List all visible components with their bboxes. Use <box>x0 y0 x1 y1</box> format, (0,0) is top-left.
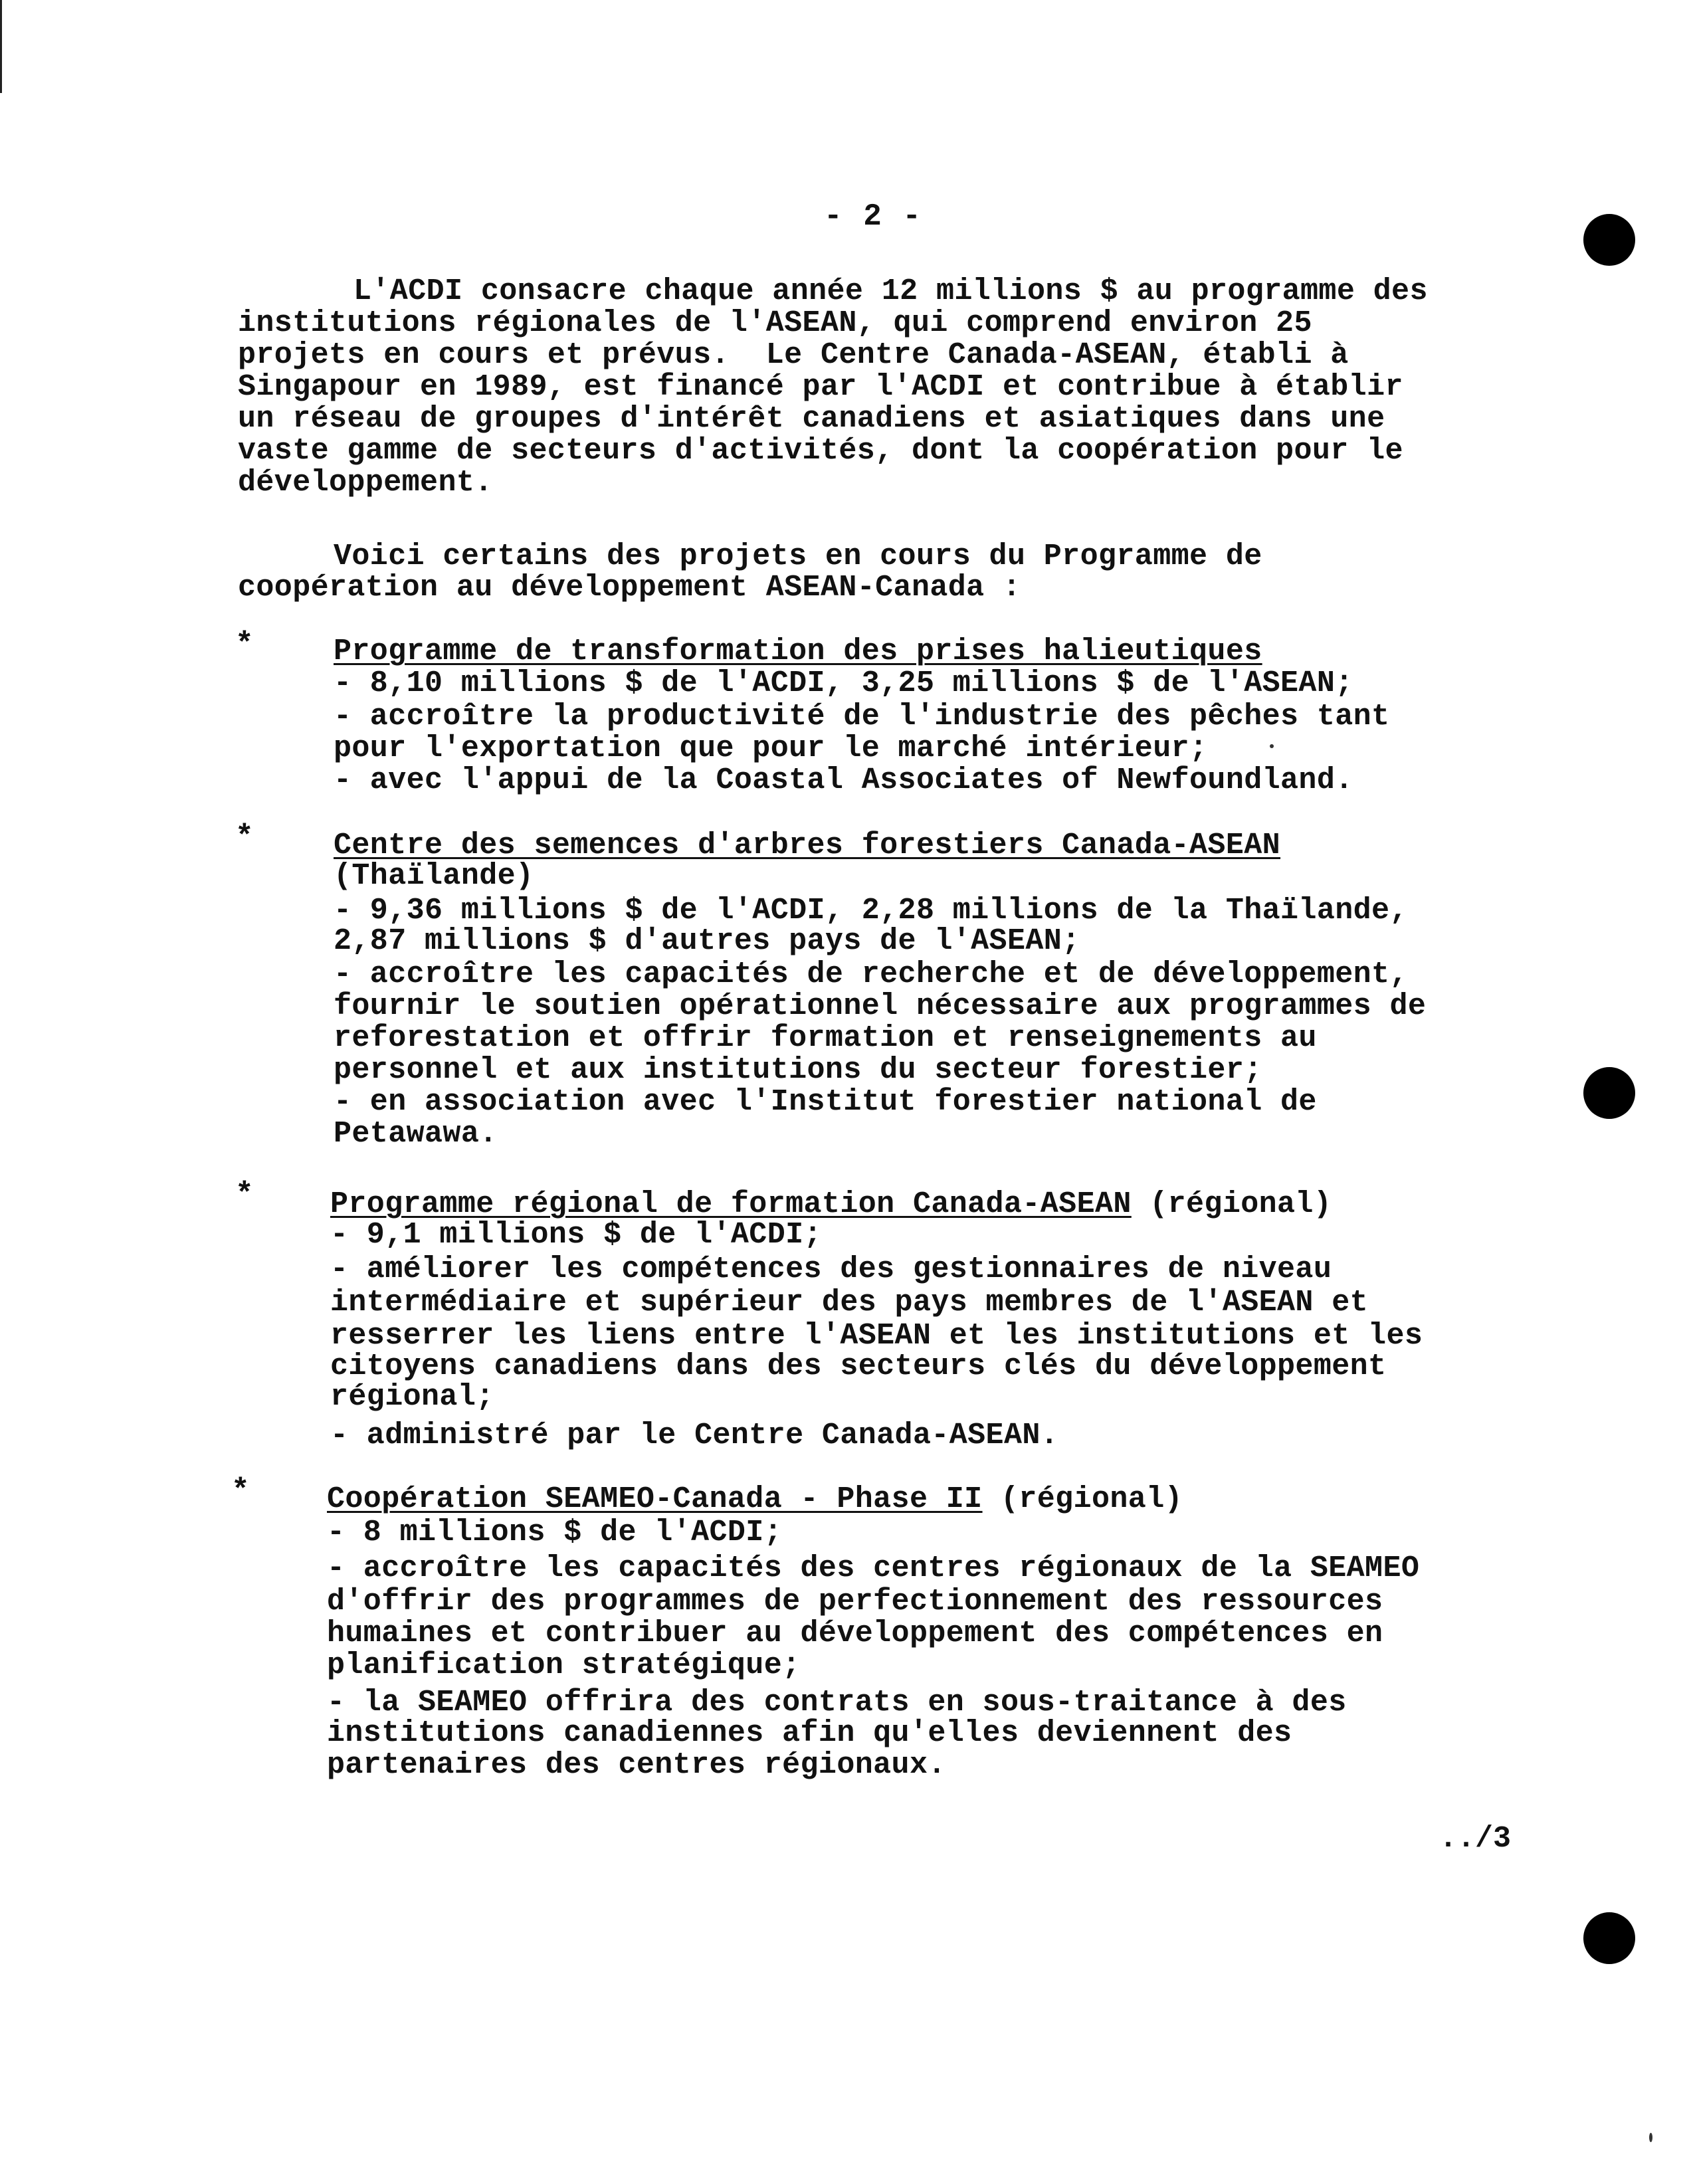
project-title: Centre des semences d'arbres forestiers Canada-ASEAN <box>334 829 1281 862</box>
bullet-asterisk: * <box>235 820 254 854</box>
project-detail-line: - avec l'appui de la Coastal Associates of Newfoundland. <box>334 763 1353 797</box>
intro-line: un réseau de groupes d'intérêt canadiens et asiatiques dans une <box>238 402 1385 436</box>
intro-line: institutions régionales de l'ASEAN, qui comprend environ 25 <box>238 306 1312 340</box>
bullet-asterisk: * <box>235 1177 254 1212</box>
intro-line: L'ACDI consacre chaque année 12 millions $ au programme des <box>353 274 1428 308</box>
project-detail-line: - 8,10 millions $ de l'ACDI, 3,25 millions $ de l'ASEAN; <box>334 666 1353 700</box>
project-detail-line: planification stratégique; <box>327 1648 801 1682</box>
project-title-line <box>330 1189 1332 1219</box>
page-number: - 2 - <box>824 199 923 234</box>
scan-speck <box>1649 2133 1652 2142</box>
punch-hole-bottom <box>1583 1912 1635 1964</box>
scan-speck <box>1270 744 1274 748</box>
project-detail-line: fournir le soutien opérationnel nécessaire aux programmes de <box>334 989 1427 1023</box>
lead-line: Voici certains des projets en cours du Programme de <box>334 540 1262 573</box>
project-detail-line: - 9,36 millions $ de l'ACDI, 2,28 millions de la Thaïlande, <box>334 894 1408 928</box>
intro-line: développement. <box>238 466 493 500</box>
project-title-line <box>334 637 1262 666</box>
project-detail-line: - 8 millions $ de l'ACDI; <box>327 1516 783 1549</box>
project-detail-line: resserrer les liens entre l'ASEAN et les institutions et les <box>330 1319 1423 1353</box>
continuation-marker: ../3 <box>1439 1822 1512 1856</box>
project-detail-line: - accroître les capacités des centres régionaux de la SEAMEO <box>327 1551 1420 1585</box>
intro-line: vaste gamme de secteurs d'activités, dont la coopération pour le <box>238 434 1403 468</box>
project-title-suffix: (régional) <box>982 1482 1183 1516</box>
intro-line: projets en cours et prévus. Le Centre Canada-ASEAN, établi à <box>238 338 1349 372</box>
project-detail-line: intermédiaire et supérieur des pays membres de l'ASEAN et <box>330 1286 1369 1320</box>
lead-line: coopération au développement ASEAN-Canada : <box>238 571 1021 605</box>
project-detail-line: d'offrir des programmes de perfectionnement des ressources <box>327 1585 1383 1619</box>
project-detail-line: pour l'exportation que pour le marché intérieur; <box>334 732 1208 765</box>
project-detail-line: - 9,1 millions $ de l'ACDI; <box>330 1218 822 1252</box>
bullet-asterisk: * <box>235 627 254 662</box>
project-title: Programme régional de formation Canada-ASEAN <box>330 1187 1132 1221</box>
project-detail-line: - administré par le Centre Canada-ASEAN. <box>330 1419 1059 1452</box>
project-detail-line: citoyens canadiens dans des secteurs clés du développement <box>330 1349 1387 1383</box>
project-title-line <box>334 831 1280 860</box>
project-detail-line: - accroître la productivité de l'industrie des pêches tant <box>334 700 1390 734</box>
project-detail-line: personnel et aux institutions du secteur forestier; <box>334 1053 1262 1087</box>
project-detail-line: régional; <box>330 1380 494 1414</box>
project-title: Coopération SEAMEO-Canada - Phase II <box>327 1482 983 1516</box>
project-detail-line: - la SEAMEO offrira des contrats en sous-traitance à des <box>327 1686 1347 1720</box>
project-detail-line: (Thaïlande) <box>334 859 534 893</box>
project-detail-line: reforestation et offrir formation et renseignements au <box>334 1021 1317 1055</box>
project-title-suffix: (régional) <box>1131 1187 1332 1221</box>
project-detail-line: Petawawa. <box>334 1117 498 1151</box>
project-detail-line: humaines et contribuer au développement des compétences en <box>327 1617 1383 1650</box>
punch-hole-middle <box>1583 1067 1635 1119</box>
project-detail-line: - accroître les capacités de recherche et de développement, <box>334 957 1408 991</box>
project-detail-line: institutions canadiennes afin qu'elles deviennent des <box>327 1716 1292 1750</box>
project-title-line <box>327 1484 1183 1514</box>
scan-edge-mark <box>0 0 2 93</box>
project-title: Programme de transformation des prises halieutiques <box>334 635 1262 668</box>
punch-hole-top <box>1583 214 1635 266</box>
project-detail-line: - en association avec l'Institut forestier national de <box>334 1085 1317 1119</box>
intro-line: Singapour en 1989, est financé par l'ACDI et contribue à établir <box>238 370 1403 404</box>
project-detail-line: partenaires des centres régionaux. <box>327 1748 946 1782</box>
project-detail-line: - améliorer les compétences des gestionnaires de niveau <box>330 1252 1332 1286</box>
bullet-asterisk: * <box>231 1474 250 1508</box>
project-detail-line: 2,87 millions $ d'autres pays de l'ASEAN; <box>334 924 1080 958</box>
